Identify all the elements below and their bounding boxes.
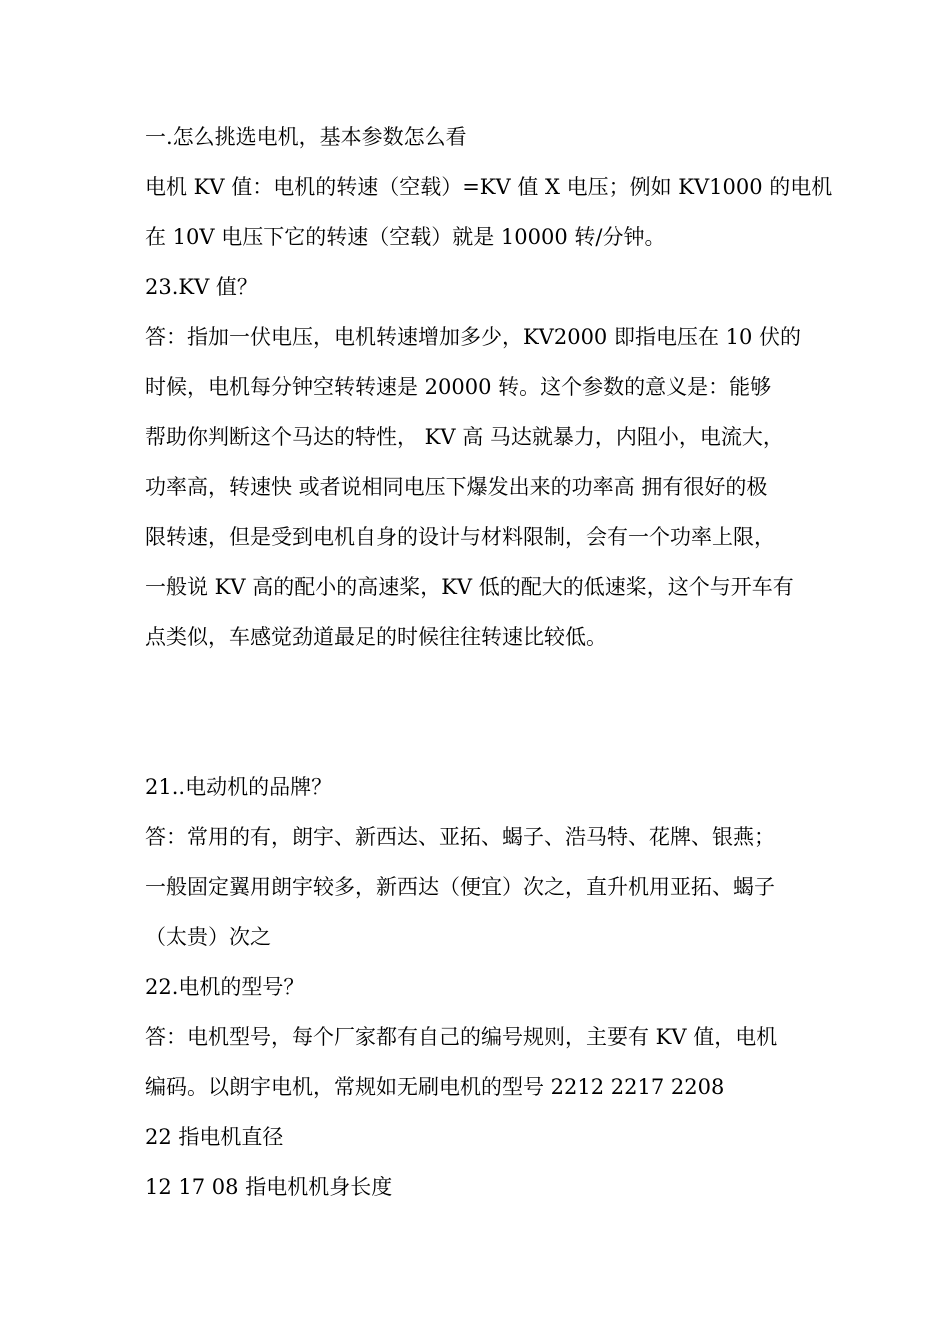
answer-line: （太贵）次之 (145, 925, 271, 949)
answer-line: 一般说 KV 高的配小的高速桨，KV 低的配大的低速桨，这个与开车有 (145, 575, 794, 599)
answer-line: 一般固定翼用朗宇较多，新西达（便宜）次之，直升机用亚拓、蝎子 (145, 875, 775, 899)
answer-line: 功率高，转速快 或者说相同电压下爆发出来的功率高 拥有很好的极 (145, 475, 768, 499)
answer-line: 编码。以朗宇电机，常规如无刷电机的型号 2212 2217 2208 (145, 1075, 725, 1099)
section-spacer (145, 662, 810, 762)
answer-line: 时候，电机每分钟空转转速是 20000 转。这个参数的意义是：能够 (145, 375, 772, 399)
answer-line: 答：常用的有，朗宇、新西达、亚拓、蝎子、浩马特、花牌、银燕； (145, 825, 775, 849)
question-heading: 23.KV 值？ (145, 275, 258, 299)
note-line: 12 17 08 指电机机身长度 (145, 1175, 393, 1199)
paragraph-line: 在 10V 电压下它的转速（空载）就是 10000 转/分钟。 (145, 225, 666, 249)
question-heading: 21..电动机的品牌？ (145, 775, 333, 799)
document-body (145, 112, 833, 1212)
question-heading: 22.电机的型号？ (145, 975, 305, 999)
answer-line: 答：指加一伏电压，电机转速增加多少，KV2000 即指电压在 10 伏的 (145, 325, 802, 349)
answer-line: 限转速，但是受到电机自身的设计与材料限制，会有一个功率上限， (145, 525, 775, 549)
answer-line: 答：电机型号，每个厂家都有自己的编号规则，主要有 KV 值，电机 (145, 1025, 778, 1049)
note-line: 22 指电机直径 (145, 1125, 284, 1149)
paragraph-line: 电机 KV 值：电机的转速（空载）=KV 值 X 电压；例如 KV1000 的电机 (145, 175, 833, 199)
answer-line: 点类似，车感觉劲道最足的时候往往转速比较低。 (145, 625, 607, 649)
answer-line: 帮助你判断这个马达的特性， KV 高 马达就暴力，内阻小，电流大， (145, 425, 784, 449)
section-heading: 一.怎么挑选电机，基本参数怎么看 (145, 125, 467, 149)
